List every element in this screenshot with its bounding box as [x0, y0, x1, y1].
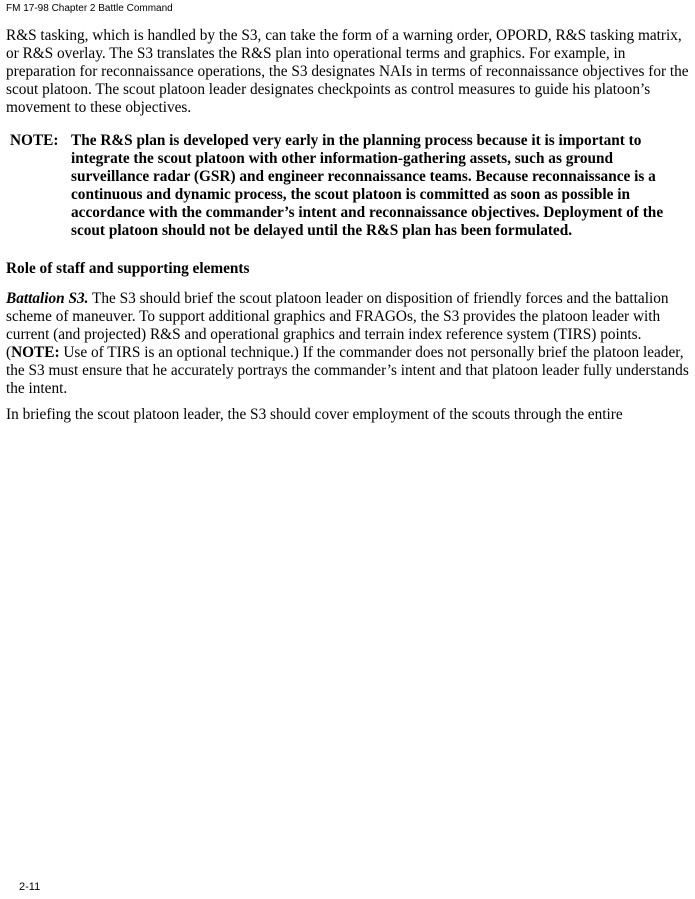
- running-header: FM 17-98 Chapter 2 Battle Command: [6, 3, 173, 14]
- paragraph-text: The S3 should brief the scout platoon leader on disposition of friendly forces and the battalion scheme of maneuver. To support additional graphics and FRAGOs, the S3 provides the platoon leader with current (and projected) R&S and operational graphics and terrain index reference system (TIRS) points. (: [6, 290, 669, 361]
- note-text: The R&S plan is developed very early in the planning process because it is important to integrate the scout platoon with other information-gathering assets, such as ground surveillance radar (GSR) and engineer reconnaissance teams. Because reconnaissance is a continuous and dynamic process, the scout platoon is committed as soon as possible in accordance with the commander’s intent and reconnaissance objectives. Deployment of the scout platoon should not be delayed until the R&S plan has been formulated.: [71, 132, 664, 239]
- body-paragraph-battalion-s3: [6, 290, 690, 398]
- page-number: 2-11: [19, 881, 41, 893]
- body-paragraph-rs-tasking: R&S tasking, which is handled by the S3, can take the form of a warning order, OPORD, R&S tasking matrix, or R&S overlay. The S3 translates the R&S plan into operational terms and graphics. For example, in preparation for reconnaissance operations, the S3 designates NAIs in terms of reconnaissance objectives for the scout platoon. The scout platoon leader designates checkpoints as control measures to guide his platoon’s movement to these objectives.: [6, 27, 689, 116]
- paragraph-text: Use of TIRS is an optional technique.) If the commander does not personally brief the platoon leader, the S3 must ensure that he accurately portrays the commander’s intent and that platoon leader fully understands the intent.: [6, 344, 689, 397]
- note-block: [10, 132, 686, 240]
- body-paragraph-briefing: In briefing the scout platoon leader, the S3 should cover employment of the scouts through the entire: [6, 406, 623, 423]
- run-in-heading: Battalion S3.: [6, 290, 89, 307]
- note-label: NOTE:: [10, 132, 59, 149]
- section-heading: Role of staff and supporting elements: [6, 260, 250, 277]
- inline-note-label: NOTE:: [11, 344, 60, 361]
